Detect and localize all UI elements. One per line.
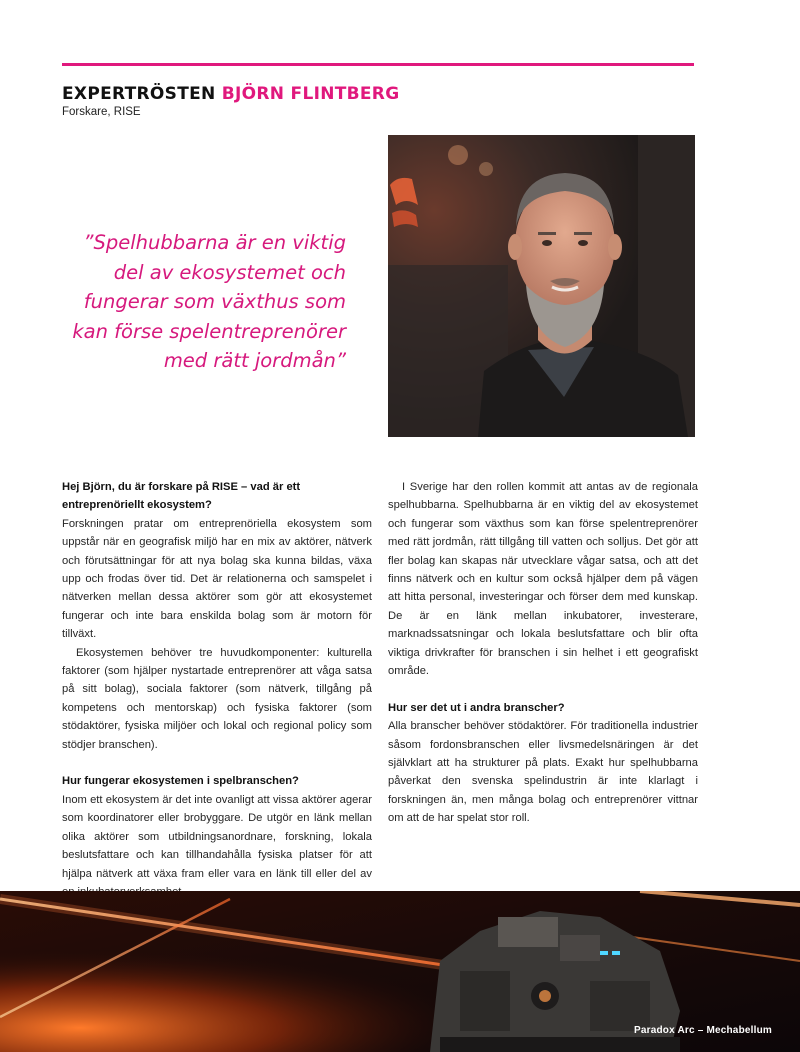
game-banner-image [0,891,800,1052]
answer-1-paragraph-2: Ekosystemen behöver tre huvudkomponenter: kulturella faktorer (som hjälper nystartade entreprenörer att våga satsa på sitt bolag), sociala faktorer (som nätverk, tillgång på kompetens och mentorskap) och fysiska faktorer (som stödaktörer, fysiska miljöer och lokal och regional policy som stödjer branschen). [62,646,372,751]
answer-3-paragraph-1: Alla branscher behöver stödaktörer. För traditionella industrier såsom fordonsbranschen eller livsmedelsnäringen är det självklart att ha strukturer på plats. Exakt hur spelhubbarna påverkat den svenska spelindustrin är inte klarlagt i forskningen än, men många bolag och entreprenörer vittnar om att de har spelat stor roll. [388,720,698,825]
article-column-right [388,478,698,828]
banner-caption: Paradox Arc – Mechabellum [633,1025,772,1036]
answer-2-paragraph-1: Inom ett ekosystem är det inte ovanligt att vissa aktörer agerar som koordinatorer eller brobyggare. De utgör en länk mellan olika aktörer som utbildningsanordnare, forskning, lokala beslutsfattare och kan tillhandahålla fysiska platser för att hjälpa nätverk att växa fram eller vara en länk till eller del av [62,793,372,880]
question-1: Hej Björn, du är forskare på RISE – vad är ett entreprenöriellt ekosystem? [62,481,301,512]
pull-quote: ”Spelhubbarna är en viktig del av ekosystemet och fungerar som växthus som kan förse spelentreprenörer med rätt jordmån” [72,231,346,372]
heading-label: EXPERTRÖSTEN [62,84,216,104]
answer-1-paragraph-1: Forskningen pratar om entreprenöriella ekosystem som uppstår när en geografisk miljö har en mix av aktörer, nätverk och förutsättningar för att nya bolag ska kunna bildas, växa upp och frodas över tid. Det är relationerna och samspelet i nätverken mellan dessa aktörer som gör att ekosystemet fungerar och inte bara enskilda bolag som är motorn för tillväxt. [62,517,372,641]
question-2: Hur fungerar ekosystemen i spelbranschen? [62,775,299,788]
portrait-photo [388,135,695,437]
page-heading [62,84,399,104]
top-rule [62,63,694,66]
heading-name: BJÖRN FLINTBERG [221,84,400,104]
question-3: Hur ser det ut i andra branscher? [388,701,565,714]
answer-2-paragraph-2: I Sverige har den rollen kommit att antas av de regionala spelhubbarna. Spelhubbarna är en viktig del av ekosystemet och fungerar som växthus som kan förse spelentreprenörer med rätt jordmån, rätt tillgång till vatten och solljus. Det gör att fler bolag kan skapas när utvecklare vågar satsa, och att det finns nätverk och en kultur som också hjälper dem på vägen att hitta personal, investeringar och förser dem med kunskap. De är en länk mellan inkubatorer, investerare, marknadssatsningar och lokala beslutsfattare och blir ofta viktiga drivkrafter för branschen i sin helhet i ett geografiskt område. [388,481,698,678]
article-column-left [62,478,372,901]
expert-role: Forskare, RISE [62,106,141,118]
